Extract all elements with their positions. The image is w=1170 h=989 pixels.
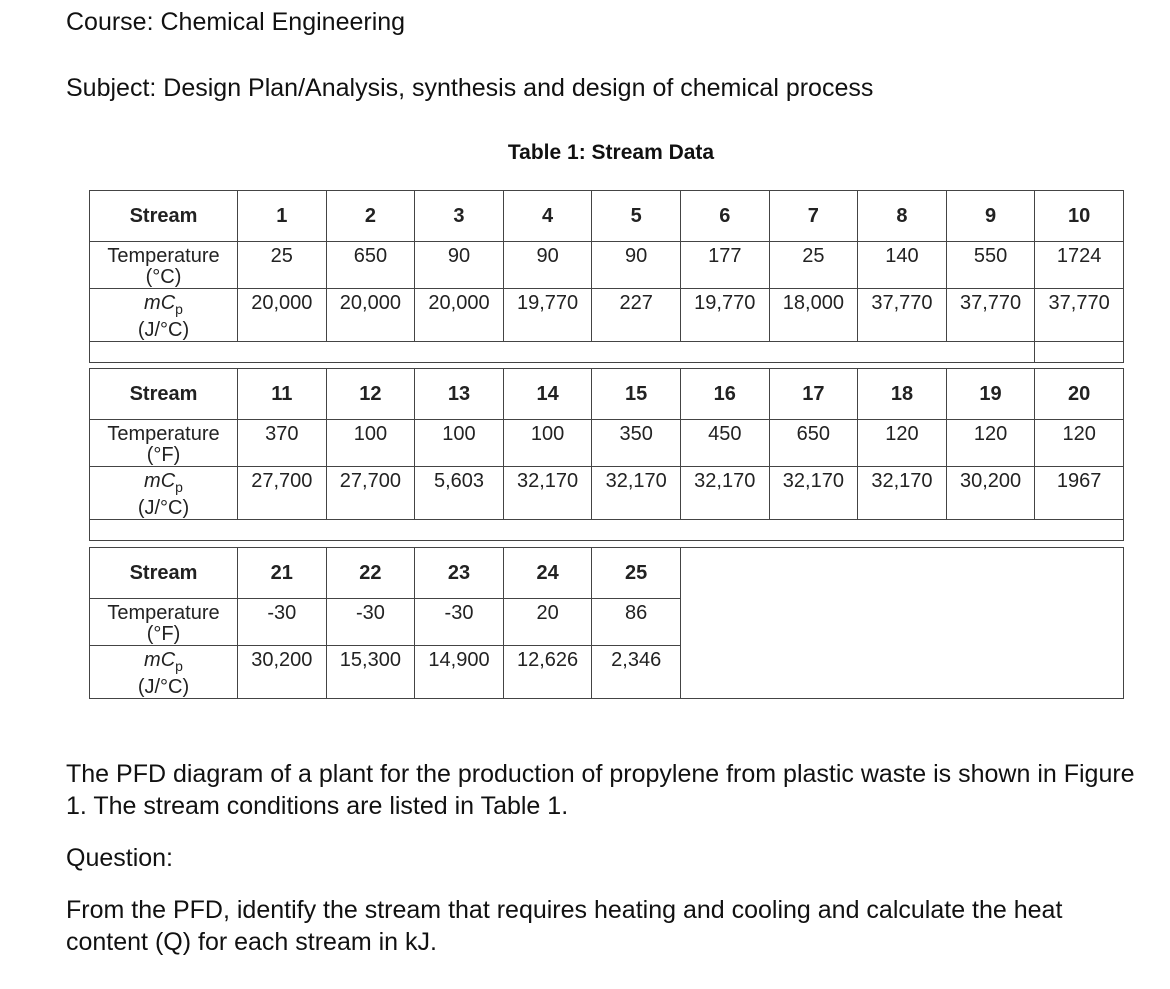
course-line: Course: Chemical Engineering	[66, 8, 406, 36]
temperature-cell: 177	[680, 242, 769, 289]
mcp-cell: 32,170	[858, 467, 947, 520]
mcp-cell: 37,770	[946, 289, 1035, 342]
mcp-label: $mC_p$ (J/°C)	[90, 289, 238, 342]
temperature-label: Temperature (°F)	[90, 599, 238, 646]
mcp-cell: 18,000	[769, 289, 858, 342]
stream-number-cell: 14	[503, 369, 592, 420]
temperature-cell: 25	[238, 242, 327, 289]
empty-cell	[680, 548, 1123, 699]
separator-row	[90, 520, 1124, 541]
stream-number-cell: 17	[769, 369, 858, 420]
temperature-cell: 650	[326, 242, 415, 289]
stream-row	[90, 369, 1124, 420]
temperature-row	[90, 420, 1124, 467]
mcp-cell: 14,900	[415, 646, 504, 699]
question-paragraph: From the PFD, identify the stream that requires heating and cooling and calculate the heat content (Q) for each stream in kJ.	[66, 896, 1063, 956]
temperature-label: Temperature (°C)	[90, 242, 238, 289]
mcp-cell: 32,170	[592, 467, 681, 520]
mcp-cell: 32,170	[503, 467, 592, 520]
subject-line: Subject: Design Plan/Analysis, synthesis and design of chemical process	[66, 74, 874, 102]
stream-table-block-3	[89, 547, 1124, 699]
stream-number-cell: 1	[238, 191, 327, 242]
mcp-cell: 30,200	[946, 467, 1035, 520]
temperature-cell: 100	[326, 420, 415, 467]
temperature-cell: 140	[858, 242, 947, 289]
temperature-cell: 20	[503, 599, 592, 646]
temperature-cell: 90	[503, 242, 592, 289]
stream-number-cell: 8	[858, 191, 947, 242]
mcp-cell: 15,300	[326, 646, 415, 699]
stream-number-cell: 24	[503, 548, 592, 599]
mcp-cell: 20,000	[326, 289, 415, 342]
temperature-cell: 450	[680, 420, 769, 467]
temperature-cell: 370	[238, 420, 327, 467]
mcp-cell: 227	[592, 289, 681, 342]
table-title: Table 1: Stream Data	[507, 141, 715, 164]
mcp-cell: 1967	[1035, 467, 1124, 520]
stream-number-cell: 12	[326, 369, 415, 420]
mcp-cell: 27,700	[238, 467, 327, 520]
temperature-cell: 550	[946, 242, 1035, 289]
temperature-row	[90, 242, 1124, 289]
mcp-cell: 27,700	[326, 467, 415, 520]
stream-number-cell: 25	[592, 548, 681, 599]
temperature-cell: 120	[858, 420, 947, 467]
mcp-cell: 30,200	[238, 646, 327, 699]
stream-label: Stream	[90, 191, 238, 242]
stream-number-cell: 9	[946, 191, 1035, 242]
stream-number-cell: 2	[326, 191, 415, 242]
mcp-row	[90, 289, 1124, 342]
mcp-cell: 20,000	[415, 289, 504, 342]
temperature-cell: 90	[415, 242, 504, 289]
temperature-cell: 650	[769, 420, 858, 467]
temperature-label: Temperature (°F)	[90, 420, 238, 467]
stream-number-cell: 6	[680, 191, 769, 242]
mcp-cell: 19,770	[503, 289, 592, 342]
temperature-cell: -30	[326, 599, 415, 646]
stream-number-cell: 15	[592, 369, 681, 420]
stream-label: Stream	[90, 548, 238, 599]
stream-number-cell: 10	[1035, 191, 1124, 242]
stream-row	[90, 548, 1124, 599]
mcp-cell: 5,603	[415, 467, 504, 520]
temperature-cell: 86	[592, 599, 681, 646]
stream-number-cell: 16	[680, 369, 769, 420]
temperature-cell: 350	[592, 420, 681, 467]
mcp-cell: 37,770	[1035, 289, 1124, 342]
mcp-row	[90, 467, 1124, 520]
temperature-cell: 90	[592, 242, 681, 289]
mcp-cell: 19,770	[680, 289, 769, 342]
temperature-cell: 100	[503, 420, 592, 467]
mcp-cell: 12,626	[503, 646, 592, 699]
temperature-cell: 100	[415, 420, 504, 467]
mcp-label: $mC_p$ (J/°C)	[90, 467, 238, 520]
temperature-cell: 120	[946, 420, 1035, 467]
temperature-cell: 25	[769, 242, 858, 289]
mcp-cell: 20,000	[238, 289, 327, 342]
temperature-cell: 120	[1035, 420, 1124, 467]
stream-number-cell: 7	[769, 191, 858, 242]
mcp-label: $mC_p$ (J/°C)	[90, 646, 238, 699]
stream-number-cell: 21	[238, 548, 327, 599]
question-label: Question:	[66, 844, 174, 872]
stream-number-cell: 11	[238, 369, 327, 420]
stream-number-cell: 4	[503, 191, 592, 242]
temperature-cell: 1724	[1035, 242, 1124, 289]
stream-table-block-1	[89, 190, 1124, 363]
stream-number-cell: 3	[415, 191, 504, 242]
stream-row	[90, 191, 1124, 242]
mcp-cell: 32,170	[769, 467, 858, 520]
stream-label: Stream	[90, 369, 238, 420]
stream-number-cell: 18	[858, 369, 947, 420]
mcp-cell: 2,346	[592, 646, 681, 699]
stream-number-cell: 5	[592, 191, 681, 242]
temperature-cell: -30	[238, 599, 327, 646]
stream-table-block-2	[89, 368, 1124, 541]
mcp-cell: 37,770	[858, 289, 947, 342]
stream-number-cell: 23	[415, 548, 504, 599]
stream-number-cell: 20	[1035, 369, 1124, 420]
stream-number-cell: 22	[326, 548, 415, 599]
description-paragraph: The PFD diagram of a plant for the production of propylene from plastic waste is shown in Figure 1. The stream conditions are listed in Table 1.	[66, 760, 1135, 820]
stream-number-cell: 13	[415, 369, 504, 420]
temperature-cell: -30	[415, 599, 504, 646]
stream-number-cell: 19	[946, 369, 1035, 420]
mcp-cell: 32,170	[680, 467, 769, 520]
separator-row	[90, 342, 1124, 363]
